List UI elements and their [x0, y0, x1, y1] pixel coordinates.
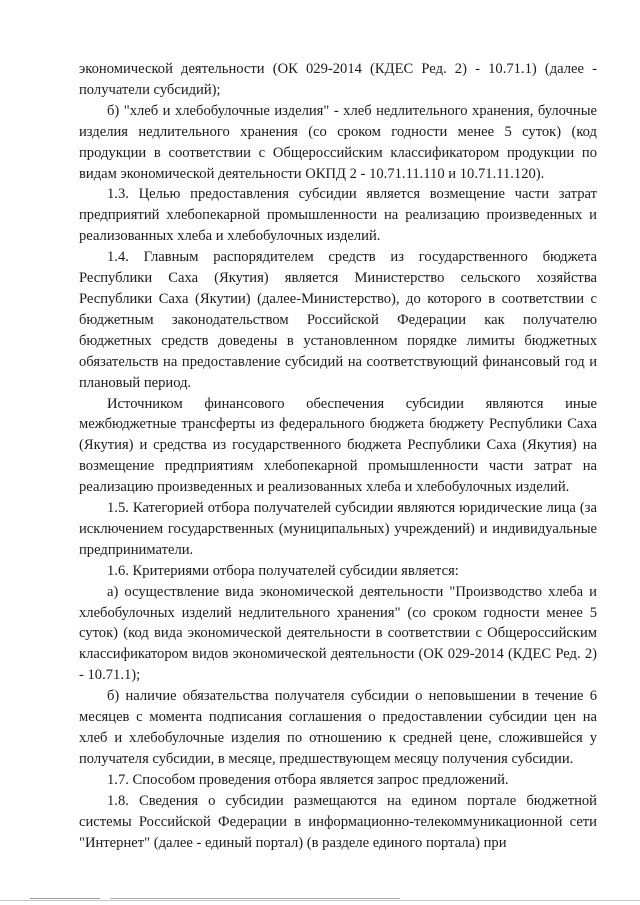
paragraph-criterion-b: б) наличие обязательства получателя субсидии о неповышении в течение 6 месяцев с момента подписания соглашения о предоставлении субсидии цен на хлеб и хлебобулочные изделия по отношению к средней цене, сложившейся у получателя субсидии, в месяце, предшествующем месяцу получения субсидии.	[79, 688, 597, 767]
paragraph-1-8: 1.8. Сведения о субсидии размещаются на едином портале бюджетной системы Российской Федерации в информационно-телекоммуникационной сети "Интернет" (далее - единый портал) (в разделе единого портала) при	[79, 792, 597, 851]
paragraph-1-5: 1.5. Категорией отбора получателей субсидии являются юридические лица (за исключением государственных (муниципальных) учреждений) и индивидуальные предприниматели.	[79, 500, 597, 558]
paragraph-criterion-a: а) осуществление вида экономической деятельности "Производство хлеба и хлебобулочных изделий недлительного хранения" (со сроком годности менее 5 суток) (код вида экономической деятельности в соответствии с Общероссийским классификатором видов экономической деятельности (ОК 029-2014 (КДЕС Ред. 2) - 10.71.1);	[79, 583, 597, 684]
paragraph-continuation: экономической деятельности (ОК 029-2014 (КДЕС Ред. 2) - 10.71.1) (далее - получатели субсидий);	[79, 61, 597, 98]
paragraph-1-4: 1.4. Главным распорядителем средств из государственного бюджета Республики Саха (Якутия) является Министерство сельского хозяйства Республики Саха (Якутии) (далее-Министерство), до которого в соответствии с бюджетным законодательством Российской Федерации как получателю бюджетных средств доведены в установленном порядке лимиты бюджетных обязательств на предоставление субсидий на соответствующий финансовый год и плановый период.	[79, 249, 597, 391]
paragraph-1-6: 1.6. Критериями отбора получателей субсидии является:	[107, 562, 459, 579]
paragraph-funding-source: Источником финансового обеспечения субсидии являются иные межбюджетные трансферты из федерального бюджета бюджету Республики Саха (Якутия) и средства из государственного бюджета Республики Саха (Якутия) на возмещение предприятиям хлебопекарной промышленности части затрат на реализацию произведенных и реализованных хлеба и хлебобулочных изделий.	[79, 395, 597, 496]
document-text	[79, 59, 597, 853]
scan-artifact-line	[110, 898, 400, 899]
scan-artifact-line	[30, 898, 100, 899]
paragraph-1-7: 1.7. Способом проведения отбора является запрос предложений.	[107, 771, 509, 788]
scan-bottom-edge	[0, 900, 640, 901]
paragraph-definition-b: б) "хлеб и хлебобулочные изделия" - хлеб недлительного хранения, булочные изделия недлительного хранения (со сроком годности менее 5 суток) (код продукции в соответствии с Общероссийским классификатором продукции по видам экономической деятельности ОКПД 2 - 10.71.11.110 и 10.71.11.120).	[79, 102, 597, 182]
paragraph-1-3: 1.3. Целью предоставления субсидии является возмещение части затрат предприятий хлебопекарной промышленности на реализацию произведенных и реализованных хлеба и хлебобулочных изделий.	[79, 186, 597, 245]
